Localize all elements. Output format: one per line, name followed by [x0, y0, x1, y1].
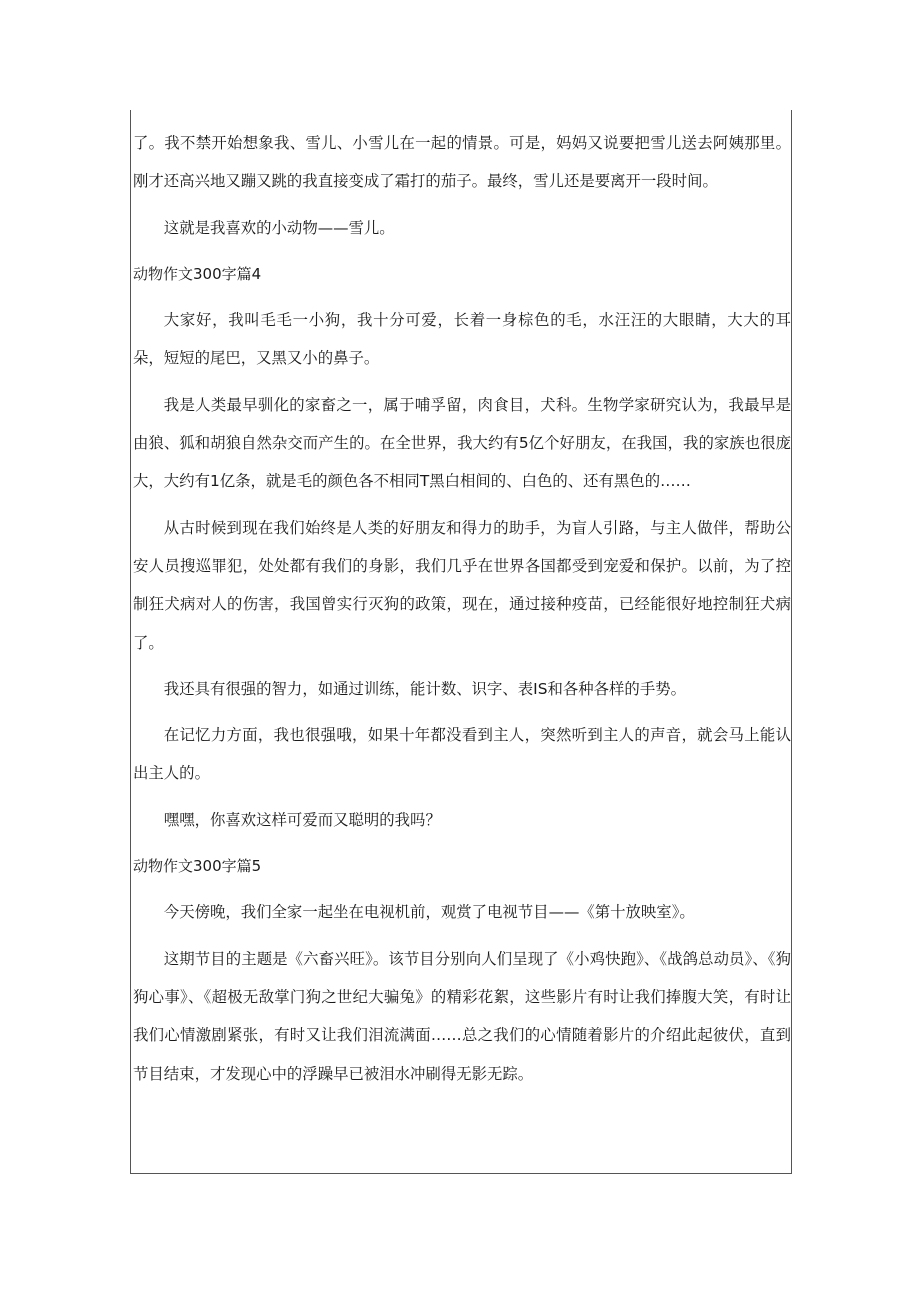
- section-heading: 动物作文300字篇4: [133, 264, 262, 283]
- section-heading: 动物作文300字篇5: [133, 857, 262, 876]
- paragraph: 这期节目的主题是《六畜兴旺》。该节目分别向人们呈现了《小鸡快跑》、《战鸽总动员》、《狗狗心事》、《超极无敌掌门狗之世纪大骗兔》的精彩花絮，这些影片有时让我们捧腹大笑，有时让我们心情激剧紧张，有时又让我们泪流满面……总之我们的心情随着影片的介绍此起彼伏，直到节目结束，才发现心中的浮躁早已被泪水冲刷得无影无踪。: [133, 949, 791, 1083]
- article-body: [133, 124, 791, 1093]
- paragraph: 大家好，我叫毛毛一小狗，我十分可爱，长着一身棕色的毛，水汪汪的大眼睛，大大的耳朵，短短的尾巴，又黑又小的鼻子。: [133, 311, 791, 368]
- paragraph: 嘿嘿，你喜欢这样可爱而又聪明的我吗？: [163, 810, 441, 829]
- paragraph: 这就是我喜欢的小动物——雪儿。: [163, 218, 395, 237]
- paragraph: 我还具有很强的智力，如通过训练，能计数、识字、表IS和各种各样的手势。: [163, 679, 686, 698]
- paragraph: 我是人类最早驯化的家畜之一，属于哺孚留，肉食目，犬科。生物学家研究认为，我最早是由狼、狐和胡狼自然杂交而产生的。在全世界，我大约有5亿个好朋友，在我国，我的家族也很庞大，大约有1亿条，就是毛的颜色各不相同T黑白相间的、白色的、还有黑色的……: [133, 395, 791, 491]
- paragraph-continued: 了。我不禁开始想象我、雪儿、小雪儿在一起的情景。可是，妈妈又说要把雪儿送去阿姨那里。刚才还高兴地又蹦又跳的我直接变成了霜打的茄子。最终，雪儿还是要离开一段时间。: [133, 134, 791, 191]
- paragraph: 今天傍晚，我们全家一起坐在电视机前，观赏了电视节目——《第十放映室》。: [163, 903, 695, 922]
- paragraph: 在记忆力方面，我也很强哦，如果十年都没看到主人，突然听到主人的声音，就会马上能认出主人的。: [133, 726, 791, 783]
- paragraph: 从古时候到现在我们始终是人类的好朋友和得力的助手，为盲人引路，与主人做伴，帮助公安人员搜巡罪犯，处处都有我们的身影，我们几乎在世界各国都受到宠爱和保护。以前，为了控制狂犬病对人的伤害，我国曾实行灭狗的政策，现在，通过接种疫苗，已经能很好地控制狂犬病了。: [133, 518, 791, 652]
